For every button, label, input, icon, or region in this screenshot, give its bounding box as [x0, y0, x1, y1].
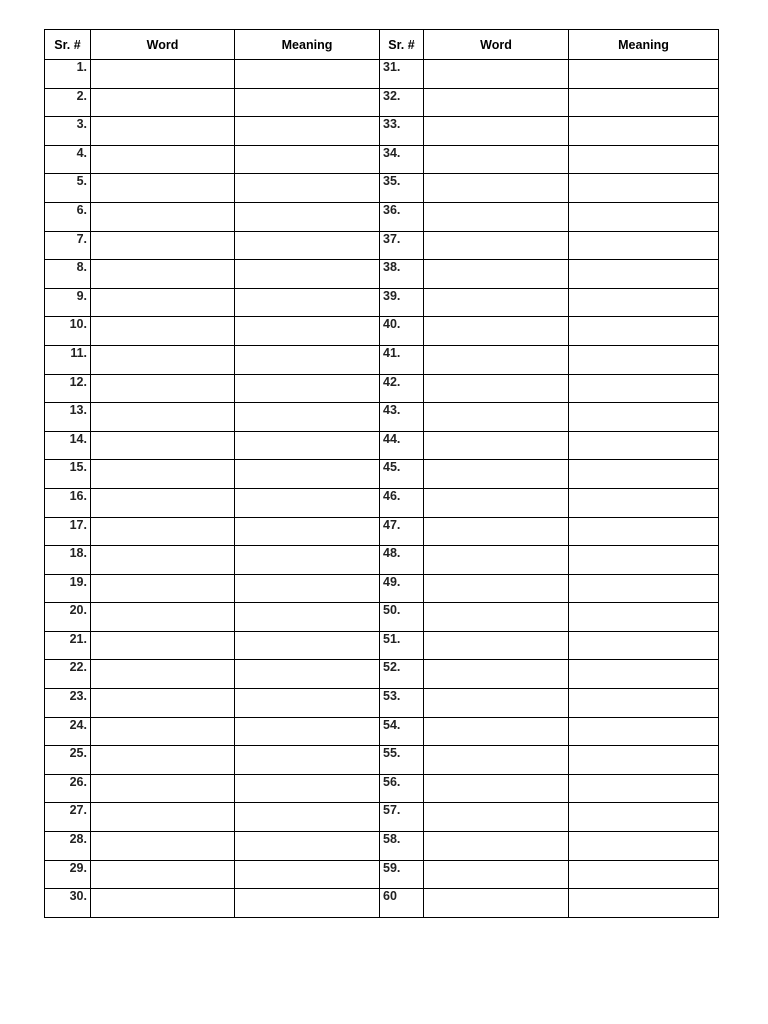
- vocabulary-sheet: [44, 29, 719, 918]
- meaning-cell-right[interactable]: [569, 431, 719, 460]
- word-cell-left[interactable]: [91, 689, 235, 718]
- table-row: [45, 717, 719, 746]
- table-row: [45, 517, 719, 546]
- meaning-cell-left[interactable]: [235, 889, 380, 918]
- serial-number-left: 27.: [45, 803, 91, 832]
- meaning-cell-right[interactable]: [569, 488, 719, 517]
- word-cell-right[interactable]: [424, 202, 569, 231]
- word-cell-right[interactable]: [424, 260, 569, 289]
- meaning-cell-left[interactable]: [235, 345, 380, 374]
- word-cell-right[interactable]: [424, 231, 569, 260]
- word-cell-right[interactable]: [424, 403, 569, 432]
- serial-number-left: 1.: [45, 60, 91, 89]
- meaning-cell-right[interactable]: [569, 117, 719, 146]
- meaning-cell-right[interactable]: [569, 574, 719, 603]
- serial-number-right: 38.: [380, 260, 424, 289]
- serial-number-right: 35.: [380, 174, 424, 203]
- serial-number-left: 11.: [45, 345, 91, 374]
- word-cell-right[interactable]: [424, 345, 569, 374]
- meaning-cell-right[interactable]: [569, 889, 719, 918]
- serial-number-left: 30.: [45, 889, 91, 918]
- meaning-cell-right[interactable]: [569, 517, 719, 546]
- table-row: [45, 774, 719, 803]
- meaning-cell-right[interactable]: [569, 546, 719, 575]
- serial-number-left: 24.: [45, 717, 91, 746]
- word-cell-left[interactable]: [91, 774, 235, 803]
- table-row: [45, 231, 719, 260]
- meaning-cell-left[interactable]: [235, 488, 380, 517]
- meaning-cell-left[interactable]: [235, 660, 380, 689]
- meaning-cell-left[interactable]: [235, 374, 380, 403]
- table-row: [45, 574, 719, 603]
- word-cell-left[interactable]: [91, 231, 235, 260]
- serial-number-left: 16.: [45, 488, 91, 517]
- word-cell-right[interactable]: [424, 574, 569, 603]
- meaning-cell-left[interactable]: [235, 631, 380, 660]
- meaning-cell-left[interactable]: [235, 403, 380, 432]
- meaning-cell-left[interactable]: [235, 174, 380, 203]
- meaning-cell-right[interactable]: [569, 832, 719, 861]
- word-cell-right[interactable]: [424, 746, 569, 775]
- serial-number-left: 29.: [45, 860, 91, 889]
- table-row: [45, 202, 719, 231]
- serial-number-right: 55.: [380, 746, 424, 775]
- table-row: [45, 746, 719, 775]
- serial-number-right: 44.: [380, 431, 424, 460]
- meaning-cell-left[interactable]: [235, 517, 380, 546]
- meaning-cell-right[interactable]: [569, 317, 719, 346]
- table-row: [45, 546, 719, 575]
- vocabulary-table: [44, 29, 719, 918]
- meaning-cell-left[interactable]: [235, 317, 380, 346]
- word-cell-left[interactable]: [91, 517, 235, 546]
- serial-number-left: 20.: [45, 603, 91, 632]
- serial-number-right: 43.: [380, 403, 424, 432]
- word-cell-left[interactable]: [91, 803, 235, 832]
- header-meaning-right: Meaning: [569, 30, 719, 60]
- word-cell-right[interactable]: [424, 60, 569, 89]
- serial-number-right: 57.: [380, 803, 424, 832]
- word-cell-right[interactable]: [424, 431, 569, 460]
- meaning-cell-right[interactable]: [569, 345, 719, 374]
- serial-number-right: 46.: [380, 488, 424, 517]
- word-cell-left[interactable]: [91, 660, 235, 689]
- meaning-cell-left[interactable]: [235, 832, 380, 861]
- table-row: [45, 174, 719, 203]
- word-cell-right[interactable]: [424, 317, 569, 346]
- meaning-cell-right[interactable]: [569, 60, 719, 89]
- word-cell-right[interactable]: [424, 603, 569, 632]
- serial-number-left: 15.: [45, 460, 91, 489]
- word-cell-right[interactable]: [424, 460, 569, 489]
- meaning-cell-right[interactable]: [569, 660, 719, 689]
- serial-number-left: 2.: [45, 88, 91, 117]
- meaning-cell-right[interactable]: [569, 174, 719, 203]
- meaning-cell-right[interactable]: [569, 746, 719, 775]
- word-cell-left[interactable]: [91, 88, 235, 117]
- word-cell-left[interactable]: [91, 603, 235, 632]
- serial-number-left: 4.: [45, 145, 91, 174]
- serial-number-right: 41.: [380, 345, 424, 374]
- table-row: [45, 260, 719, 289]
- serial-number-right: 47.: [380, 517, 424, 546]
- word-cell-right[interactable]: [424, 774, 569, 803]
- meaning-cell-left[interactable]: [235, 60, 380, 89]
- serial-number-right: 34.: [380, 145, 424, 174]
- word-cell-left[interactable]: [91, 460, 235, 489]
- serial-number-left: 14.: [45, 431, 91, 460]
- meaning-cell-right[interactable]: [569, 260, 719, 289]
- serial-number-left: 7.: [45, 231, 91, 260]
- word-cell-left[interactable]: [91, 860, 235, 889]
- meaning-cell-left[interactable]: [235, 689, 380, 718]
- meaning-cell-left[interactable]: [235, 860, 380, 889]
- word-cell-left[interactable]: [91, 546, 235, 575]
- serial-number-right: 39.: [380, 288, 424, 317]
- word-cell-left[interactable]: [91, 145, 235, 174]
- table-row: [45, 832, 719, 861]
- serial-number-right: 37.: [380, 231, 424, 260]
- serial-number-right: 51.: [380, 631, 424, 660]
- word-cell-right[interactable]: [424, 88, 569, 117]
- word-cell-left[interactable]: [91, 345, 235, 374]
- serial-number-right: 32.: [380, 88, 424, 117]
- word-cell-left[interactable]: [91, 202, 235, 231]
- word-cell-left[interactable]: [91, 403, 235, 432]
- meaning-cell-left[interactable]: [235, 460, 380, 489]
- meaning-cell-left[interactable]: [235, 117, 380, 146]
- meaning-cell-left[interactable]: [235, 574, 380, 603]
- meaning-cell-left[interactable]: [235, 431, 380, 460]
- meaning-cell-right[interactable]: [569, 288, 719, 317]
- table-row: [45, 374, 719, 403]
- word-cell-left[interactable]: [91, 317, 235, 346]
- table-row: [45, 460, 719, 489]
- serial-number-left: 25.: [45, 746, 91, 775]
- meaning-cell-left[interactable]: [235, 202, 380, 231]
- word-cell-right[interactable]: [424, 488, 569, 517]
- serial-number-left: 5.: [45, 174, 91, 203]
- serial-number-left: 21.: [45, 631, 91, 660]
- header-word-right: Word: [424, 30, 569, 60]
- serial-number-right: 59.: [380, 860, 424, 889]
- serial-number-left: 26.: [45, 774, 91, 803]
- meaning-cell-right[interactable]: [569, 145, 719, 174]
- meaning-cell-left[interactable]: [235, 803, 380, 832]
- word-cell-left[interactable]: [91, 117, 235, 146]
- meaning-cell-left[interactable]: [235, 88, 380, 117]
- meaning-cell-right[interactable]: [569, 689, 719, 718]
- meaning-cell-right[interactable]: [569, 403, 719, 432]
- table-row: [45, 403, 719, 432]
- meaning-cell-right[interactable]: [569, 774, 719, 803]
- table-row: [45, 889, 719, 918]
- serial-number-right: 52.: [380, 660, 424, 689]
- serial-number-right: 50.: [380, 603, 424, 632]
- word-cell-right[interactable]: [424, 631, 569, 660]
- word-cell-right[interactable]: [424, 517, 569, 546]
- meaning-cell-right[interactable]: [569, 460, 719, 489]
- word-cell-right[interactable]: [424, 174, 569, 203]
- serial-number-right: 45.: [380, 460, 424, 489]
- table-row: [45, 345, 719, 374]
- serial-number-right: 58.: [380, 832, 424, 861]
- meaning-cell-right[interactable]: [569, 631, 719, 660]
- word-cell-left[interactable]: [91, 717, 235, 746]
- serial-number-left: 23.: [45, 689, 91, 718]
- meaning-cell-left[interactable]: [235, 546, 380, 575]
- serial-number-right: 56.: [380, 774, 424, 803]
- table-row: [45, 860, 719, 889]
- table-row: [45, 60, 719, 89]
- word-cell-left[interactable]: [91, 488, 235, 517]
- word-cell-left[interactable]: [91, 60, 235, 89]
- word-cell-right[interactable]: [424, 803, 569, 832]
- serial-number-right: 33.: [380, 117, 424, 146]
- table-row: [45, 317, 719, 346]
- table-row: [45, 288, 719, 317]
- meaning-cell-left[interactable]: [235, 288, 380, 317]
- word-cell-left[interactable]: [91, 288, 235, 317]
- table-row: [45, 145, 719, 174]
- word-cell-right[interactable]: [424, 717, 569, 746]
- word-cell-right[interactable]: [424, 145, 569, 174]
- header-meaning-left: Meaning: [235, 30, 380, 60]
- word-cell-left[interactable]: [91, 889, 235, 918]
- serial-number-left: 9.: [45, 288, 91, 317]
- serial-number-left: 13.: [45, 403, 91, 432]
- table-row: [45, 603, 719, 632]
- meaning-cell-right[interactable]: [569, 717, 719, 746]
- serial-number-left: 18.: [45, 546, 91, 575]
- word-cell-left[interactable]: [91, 431, 235, 460]
- meaning-cell-left[interactable]: [235, 145, 380, 174]
- word-cell-right[interactable]: [424, 546, 569, 575]
- serial-number-right: 53.: [380, 689, 424, 718]
- header-sr-right: Sr. #: [380, 30, 424, 60]
- table-row: [45, 631, 719, 660]
- word-cell-left[interactable]: [91, 631, 235, 660]
- serial-number-right: 54.: [380, 717, 424, 746]
- word-cell-right[interactable]: [424, 889, 569, 918]
- word-cell-right[interactable]: [424, 374, 569, 403]
- header-word-left: Word: [91, 30, 235, 60]
- serial-number-right: 49.: [380, 574, 424, 603]
- serial-number-right: 48.: [380, 546, 424, 575]
- meaning-cell-left[interactable]: [235, 717, 380, 746]
- word-cell-left[interactable]: [91, 574, 235, 603]
- serial-number-left: 19.: [45, 574, 91, 603]
- table-row: [45, 117, 719, 146]
- header-sr-left: Sr. #: [45, 30, 91, 60]
- word-cell-right[interactable]: [424, 860, 569, 889]
- table-row: [45, 660, 719, 689]
- header-row: [45, 30, 719, 60]
- meaning-cell-left[interactable]: [235, 746, 380, 775]
- serial-number-left: 8.: [45, 260, 91, 289]
- meaning-cell-left[interactable]: [235, 231, 380, 260]
- meaning-cell-right[interactable]: [569, 603, 719, 632]
- word-cell-right[interactable]: [424, 117, 569, 146]
- table-row: [45, 488, 719, 517]
- meaning-cell-right[interactable]: [569, 860, 719, 889]
- word-cell-right[interactable]: [424, 288, 569, 317]
- word-cell-left[interactable]: [91, 746, 235, 775]
- meaning-cell-right[interactable]: [569, 202, 719, 231]
- word-cell-right[interactable]: [424, 660, 569, 689]
- word-cell-right[interactable]: [424, 832, 569, 861]
- meaning-cell-left[interactable]: [235, 260, 380, 289]
- serial-number-left: 12.: [45, 374, 91, 403]
- meaning-cell-left[interactable]: [235, 774, 380, 803]
- table-row: [45, 88, 719, 117]
- word-cell-left[interactable]: [91, 260, 235, 289]
- table-row: [45, 689, 719, 718]
- serial-number-left: 6.: [45, 202, 91, 231]
- serial-number-right: 36.: [380, 202, 424, 231]
- meaning-cell-right[interactable]: [569, 374, 719, 403]
- word-cell-right[interactable]: [424, 689, 569, 718]
- word-cell-left[interactable]: [91, 832, 235, 861]
- serial-number-right: 42.: [380, 374, 424, 403]
- meaning-cell-right[interactable]: [569, 803, 719, 832]
- serial-number-left: 17.: [45, 517, 91, 546]
- serial-number-right: 31.: [380, 60, 424, 89]
- table-row: [45, 431, 719, 460]
- serial-number-left: 28.: [45, 832, 91, 861]
- serial-number-left: 22.: [45, 660, 91, 689]
- serial-number-left: 3.: [45, 117, 91, 146]
- serial-number-right: 60: [380, 889, 424, 918]
- word-cell-left[interactable]: [91, 174, 235, 203]
- meaning-cell-right[interactable]: [569, 231, 719, 260]
- meaning-cell-left[interactable]: [235, 603, 380, 632]
- serial-number-right: 40.: [380, 317, 424, 346]
- word-cell-left[interactable]: [91, 374, 235, 403]
- meaning-cell-right[interactable]: [569, 88, 719, 117]
- serial-number-left: 10.: [45, 317, 91, 346]
- table-row: [45, 803, 719, 832]
